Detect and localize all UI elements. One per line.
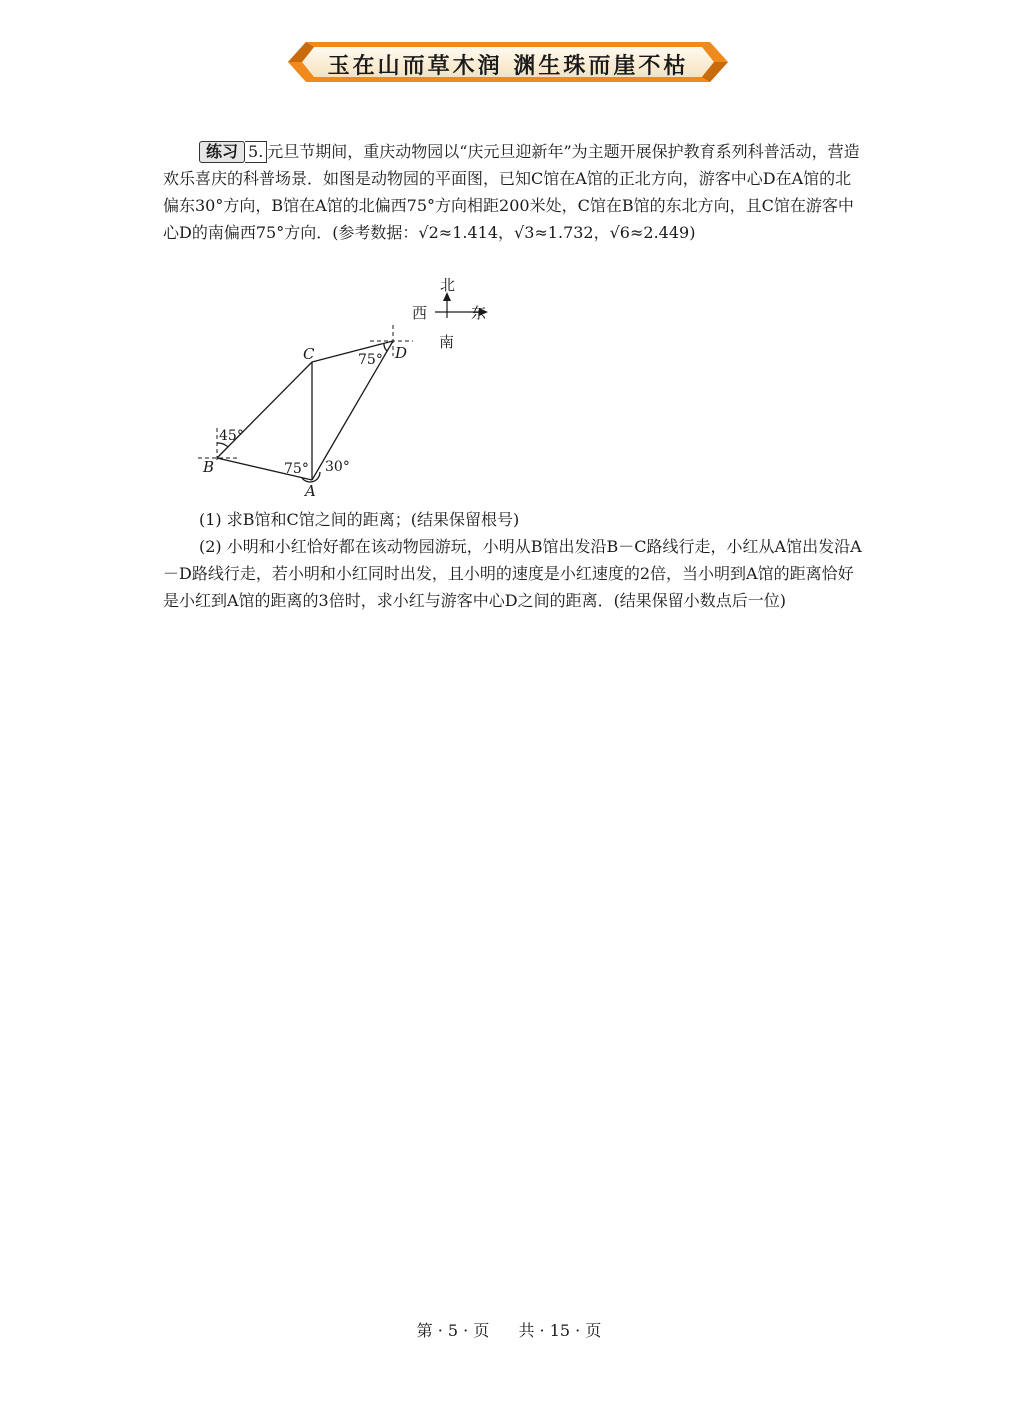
angle-b-label: 45° <box>219 428 244 444</box>
exercise-tag: 练习 <box>199 141 245 163</box>
question-2 <box>163 533 863 614</box>
compass-west-label: 西 <box>412 304 428 322</box>
compass-rose <box>412 276 488 351</box>
banner-motto: 玉在山而草木润 渊生珠而崖不枯 <box>327 53 689 79</box>
page-number: 第 · 5 · 页 <box>416 1321 490 1340</box>
compass-north-label: 北 <box>440 276 456 294</box>
zoo-map-diagram <box>190 268 510 502</box>
problem-text: 元旦节期间，重庆动物园以“庆元旦迎新年”为主题开展保护教育系列科普活动，营造欢乐喜庆的科普场景．如图是动物园的平面图，已知C馆在A馆的正北方向，游客中心D在A馆的北偏东30°方向，B馆在A馆的北偏西75°方向相距200米处，C馆在B馆的东北方向，且C馆在游客中心D的南偏西75°方向．(参考数据：√2≈1.414，√3≈1.732，√6≈2.449) <box>163 142 860 242</box>
question-2-text: (2) 小明和小红恰好都在该动物园游玩，小明从B馆出发沿B－C路线行走，小红从A馆出发沿A－D路线行走，若小明和小红同时出发，且小明的速度是小红速度的2倍，当小明到A馆的距离恰好是小红到A馆的距离的3倍时，求小红与游客中心D之间的距离．(结果保留小数点后一位) <box>163 537 862 610</box>
geometry-figure <box>190 268 510 498</box>
compass-east-label: 东 <box>471 304 487 322</box>
angle-d-label: 75° <box>358 352 383 368</box>
point-c-label: C <box>303 345 315 363</box>
problem-statement <box>163 138 863 246</box>
page-total: 共 · 15 · 页 <box>518 1321 602 1340</box>
point-a-label: A <box>305 482 316 498</box>
angle-a-left-label: 75° <box>284 461 309 477</box>
page-footer <box>0 1318 1018 1341</box>
point-b-label: B <box>203 458 215 476</box>
angle-a-right-label: 30° <box>325 459 350 475</box>
header-banner <box>288 40 728 84</box>
sub-questions <box>163 506 863 614</box>
question-1: (1) 求B馆和C馆之间的距离；(结果保留根号) <box>199 510 520 529</box>
problem-number: 5. <box>245 141 267 163</box>
compass-south-label: 南 <box>439 333 455 351</box>
point-d-label: D <box>395 344 408 362</box>
